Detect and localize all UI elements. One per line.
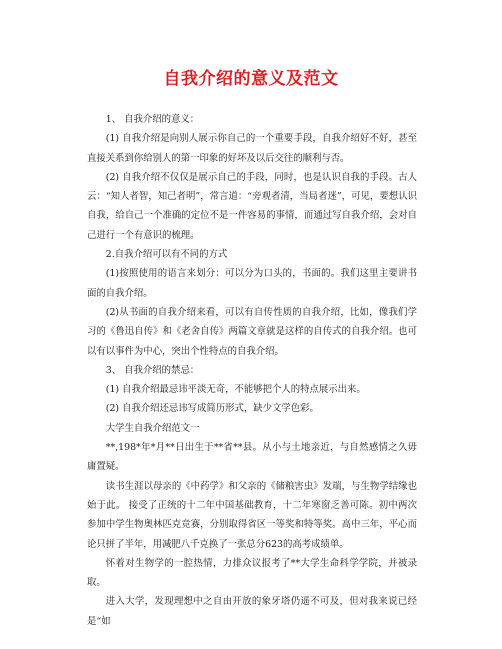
section-heading: 大学生自我介绍范文一	[105, 422, 200, 434]
section-heading: 2.自我介绍可以有不同的方式	[105, 249, 228, 261]
paragraph: **,198*年*月**日出生于**省**县。从小与土地亲近，与自然感情之久毋庸置疑。	[87, 442, 417, 473]
paragraph: 进入大学，发现理想中之自由开放的象牙塔仍遥不可及，但对我来说已经是“如	[87, 596, 417, 627]
document-title: 自我介绍的意义及范文	[163, 69, 339, 89]
paragraph: (1) 自我介绍是向别人展示你自己的一个重要手段，自我介绍好不好，甚至直接关系到你给别人的第一印象的好坏及以后交往的顺利与否。	[87, 133, 417, 164]
paragraph: (1)按照使用的语言来划分：可以分为口头的，书面的。我们这里主要讲书面的自我介绍。	[87, 268, 417, 299]
paragraph: (2) 自我介绍不仅仅是展示自己的手段，同时，也是认识自我的手段。古人云：“知人者智，知己者明”，常言道：“旁观者清，当局者迷”，可见，要想认识自我，给自己一个准确的定位不是一件容易的事情，而通过写自我介绍，会对自己进行一个有意识的梳理。	[87, 171, 417, 241]
paragraph: 读书生涯以母亲的《中药学》和父亲的《储粮害虫》发端，与生物学结缘也始于此。 接受了正统的十二年中国基础教育，十二年寒窗乏善可陈。初中两次参加中学生物奥林匹克竞赛，分别取得省区一等奖和特等奖。高中三年，平心而论只拼了半年，用减肥八千克换了一张总分623的高考成绩单。	[87, 480, 417, 550]
paragraph: (2) 自我介绍还忌讳写成简历形式，缺少文学色彩。	[105, 403, 319, 415]
section-heading: 1、 自我介绍的意义：	[105, 114, 200, 125]
document-body	[87, 110, 417, 631]
paragraph: (1) 自我介绍最忌讳平淡无奇，不能够把个人的特点展示出来。	[105, 384, 366, 396]
paragraph: (2)从书面的自我介绍来看，可以有自传性质的自我介绍，比如，像我们学习的《鲁迅自传》和《老舍自传》两篇文章就是这样的自传式的自我介绍。也可以有以事件为中心，突出个性特点的自我介绍。	[87, 306, 417, 357]
paragraph: 怀着对生物学的一腔热情，力排众议报考了**大学生命科学学院，并被录取。	[87, 557, 417, 589]
section-heading: 3、 自我介绍的禁忌：	[105, 364, 200, 376]
